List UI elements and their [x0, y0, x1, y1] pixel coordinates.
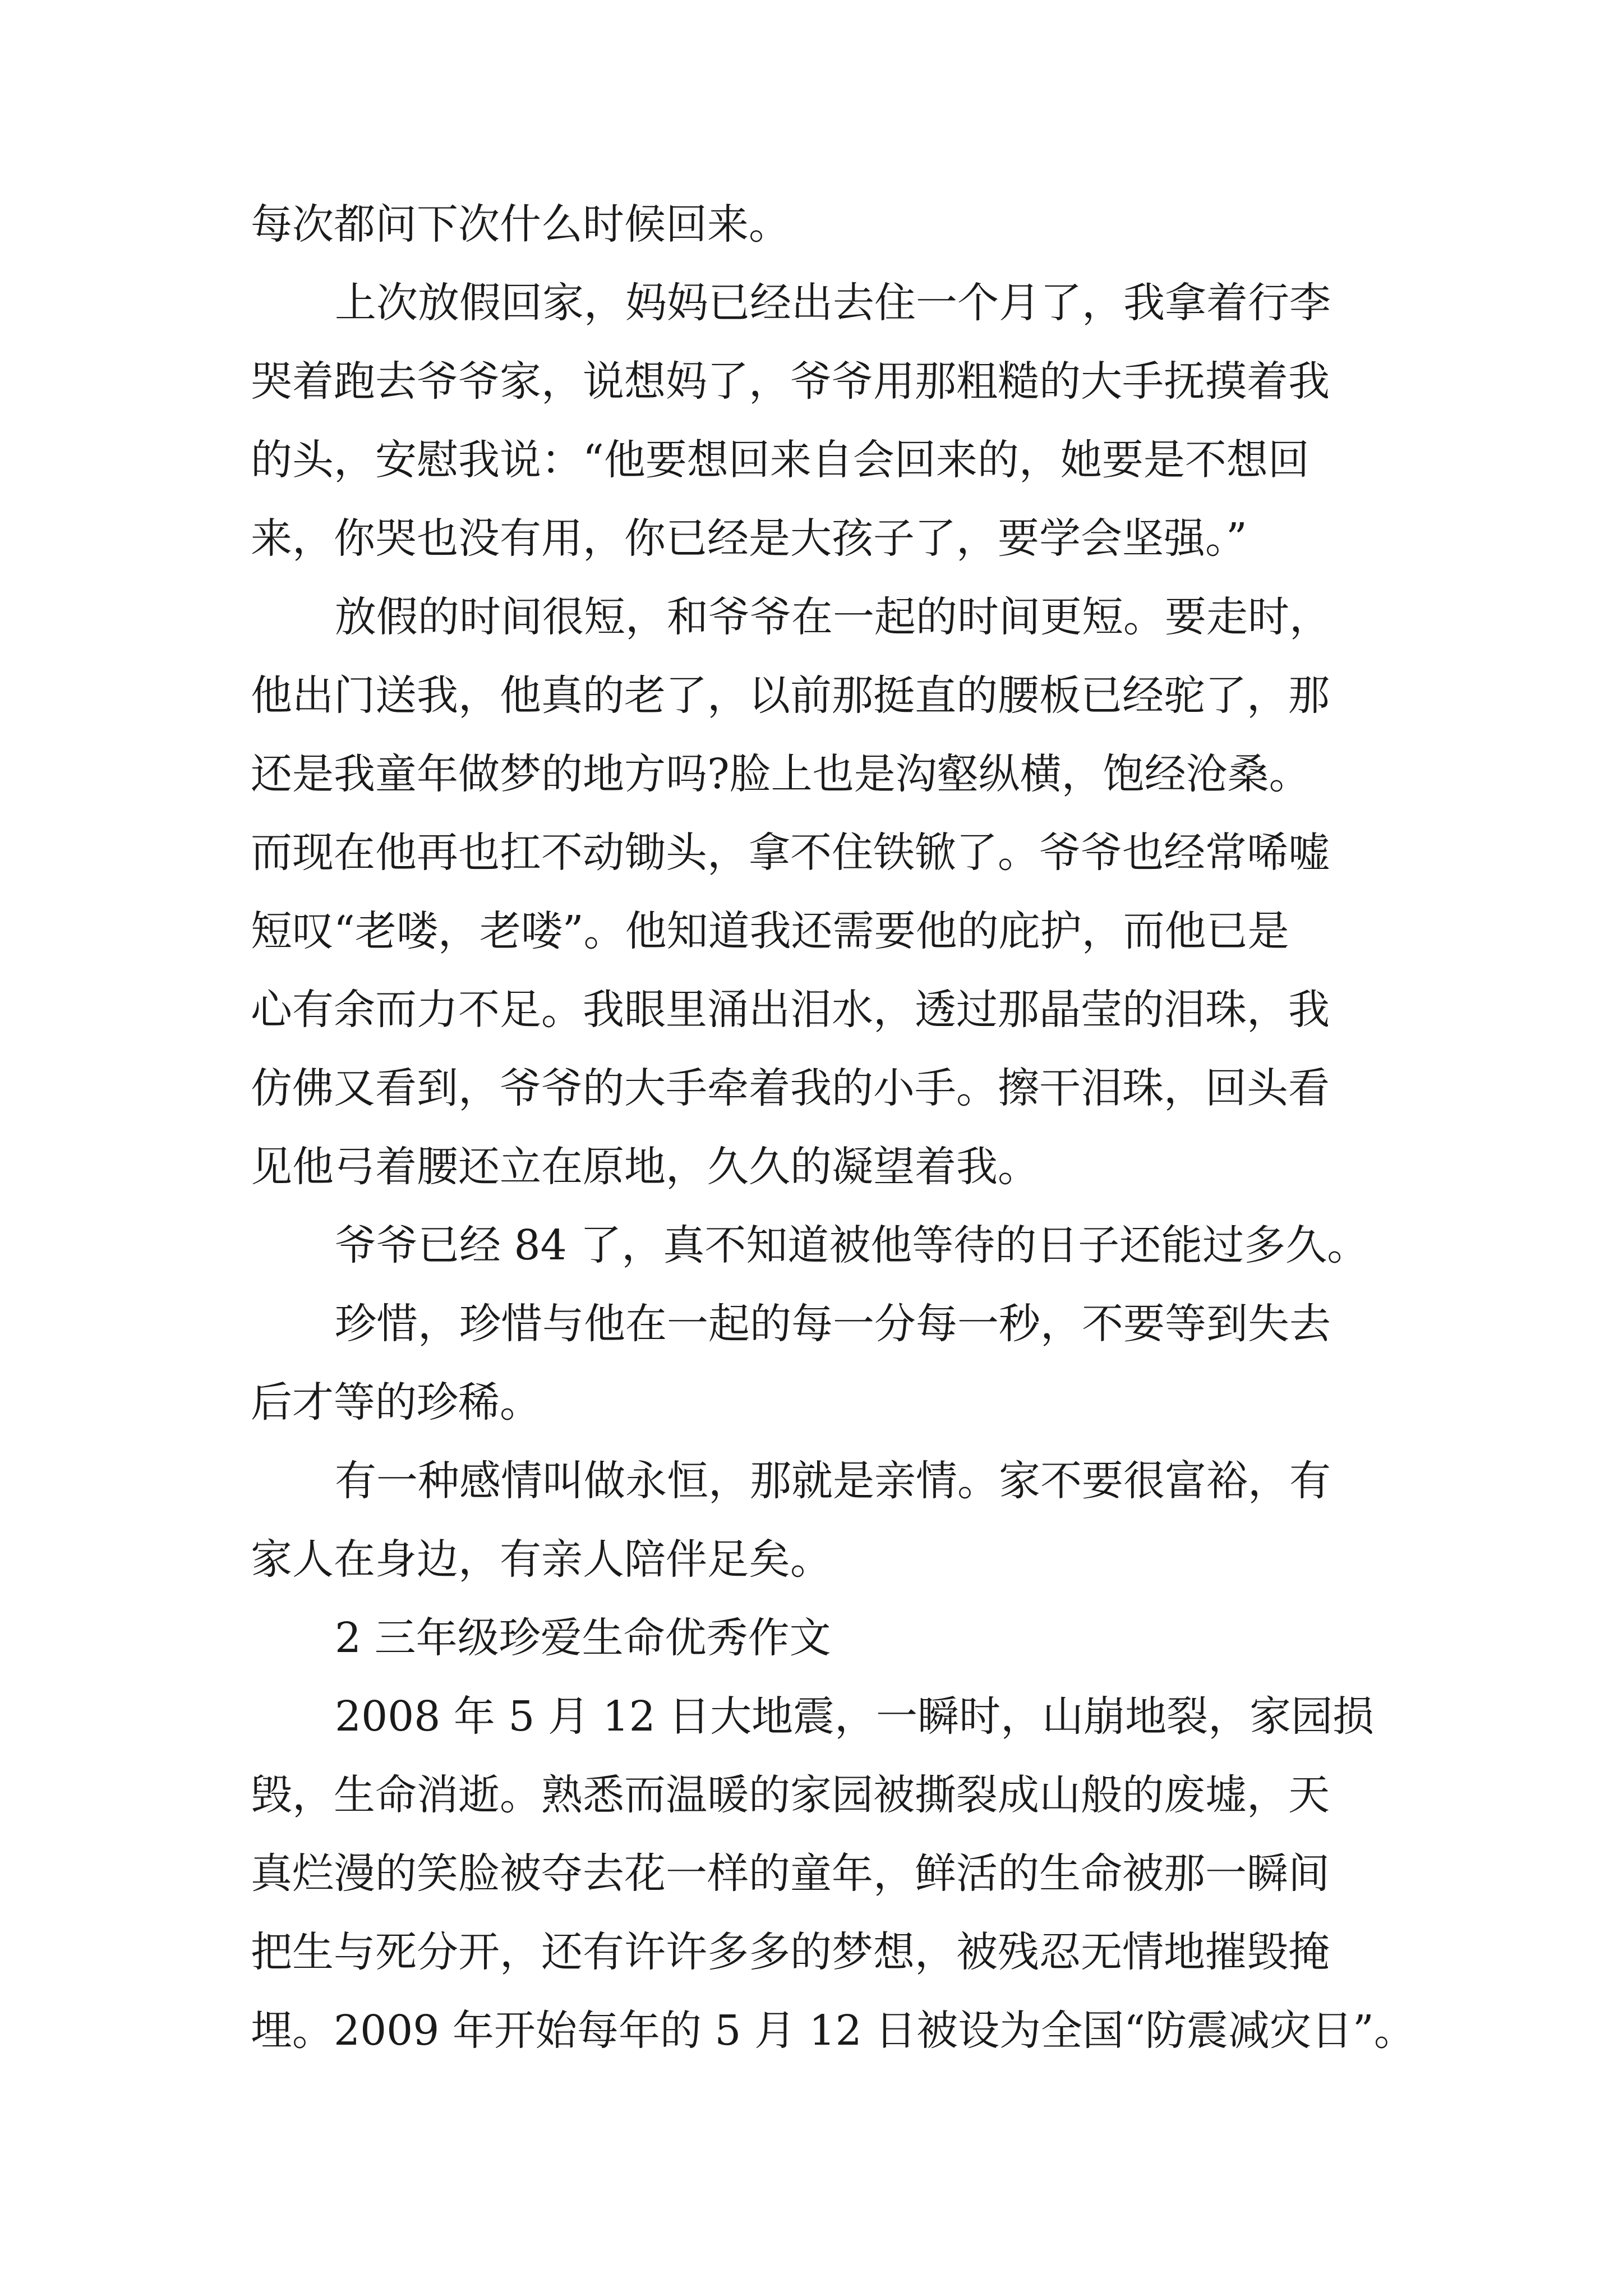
text-line: 还是我童年做梦的地方吗?脸上也是沟壑纵横，饱经沧桑。 — [251, 750, 1311, 798]
paragraph-start-line: 有一种感情叫做永恒，那就是亲情。家不要很富裕，有 — [335, 1457, 1331, 1505]
paragraph-start-line: 珍惜，珍惜与他在一起的每一分每一秒，不要等到失去 — [335, 1300, 1331, 1348]
paragraph-start-line: 上次放假回家，妈妈已经出去住一个月了，我拿着行李 — [335, 279, 1331, 327]
section-heading: 2 三年级珍爱生命优秀作文 — [335, 1614, 831, 1662]
text-line: 心有余而力不足。我眼里涌出泪水，透过那晶莹的泪珠，我 — [251, 986, 1330, 1034]
text-line: 毁，生命消逝。熟悉而温暖的家园被撕裂成山般的废墟，天 — [251, 1771, 1330, 1819]
text-line: 家人在身边，有亲人陪伴足矣。 — [251, 1535, 832, 1584]
text-line: 仿佛又看到，爷爷的大手牵着我的小手。擦干泪珠，回头看 — [251, 1064, 1330, 1112]
text-line: 的头，安慰我说：“他要想回来自会回来的，她要是不想回 — [251, 436, 1310, 484]
text-line: 而现在他再也扛不动锄头，拿不住铁锨了。爷爷也经常唏嘘 — [251, 829, 1330, 877]
text-line: 见他弓着腰还立在原地，久久的凝望着我。 — [251, 1143, 1039, 1191]
text-line: 埋。2009 年开始每年的 5 月 12 日被设为全国“防震减灾日”。 — [251, 2007, 1415, 2055]
text-line: 来，你哭也没有用，你已经是大孩子了，要学会坚强。” — [251, 514, 1247, 563]
text-line: 短叹“老喽，老喽”。他知道我还需要他的庇护，而他已是 — [251, 907, 1289, 955]
text-line: 后才等的珍稀。 — [251, 1378, 541, 1427]
text-line: 他出门送我，他真的老了，以前那挺直的腰板已经驼了，那 — [251, 671, 1330, 720]
text-line: 哭着跑去爷爷家，说想妈了，爷爷用那粗糙的大手抚摸着我 — [251, 357, 1330, 406]
text-line: 真烂漫的笑脸被夺去花一样的童年，鲜活的生命被那一瞬间 — [251, 1849, 1330, 1898]
text-line: 把生与死分开，还有许许多多的梦想，被残忍无情地摧毁掩 — [251, 1928, 1330, 1976]
paragraph-start-line: 放假的时间很短，和爷爷在一起的时间更短。要走时， — [335, 593, 1331, 641]
text-line: 每次都问下次什么时候回来。 — [251, 200, 790, 249]
paragraph-start-line: 2008 年 5 月 12 日大地震，一瞬时，山崩地裂，家园损 — [335, 1692, 1375, 1741]
paragraph-start-line: 爷爷已经 84 了，真不知道被他等待的日子还能过多久。 — [335, 1221, 1369, 1269]
